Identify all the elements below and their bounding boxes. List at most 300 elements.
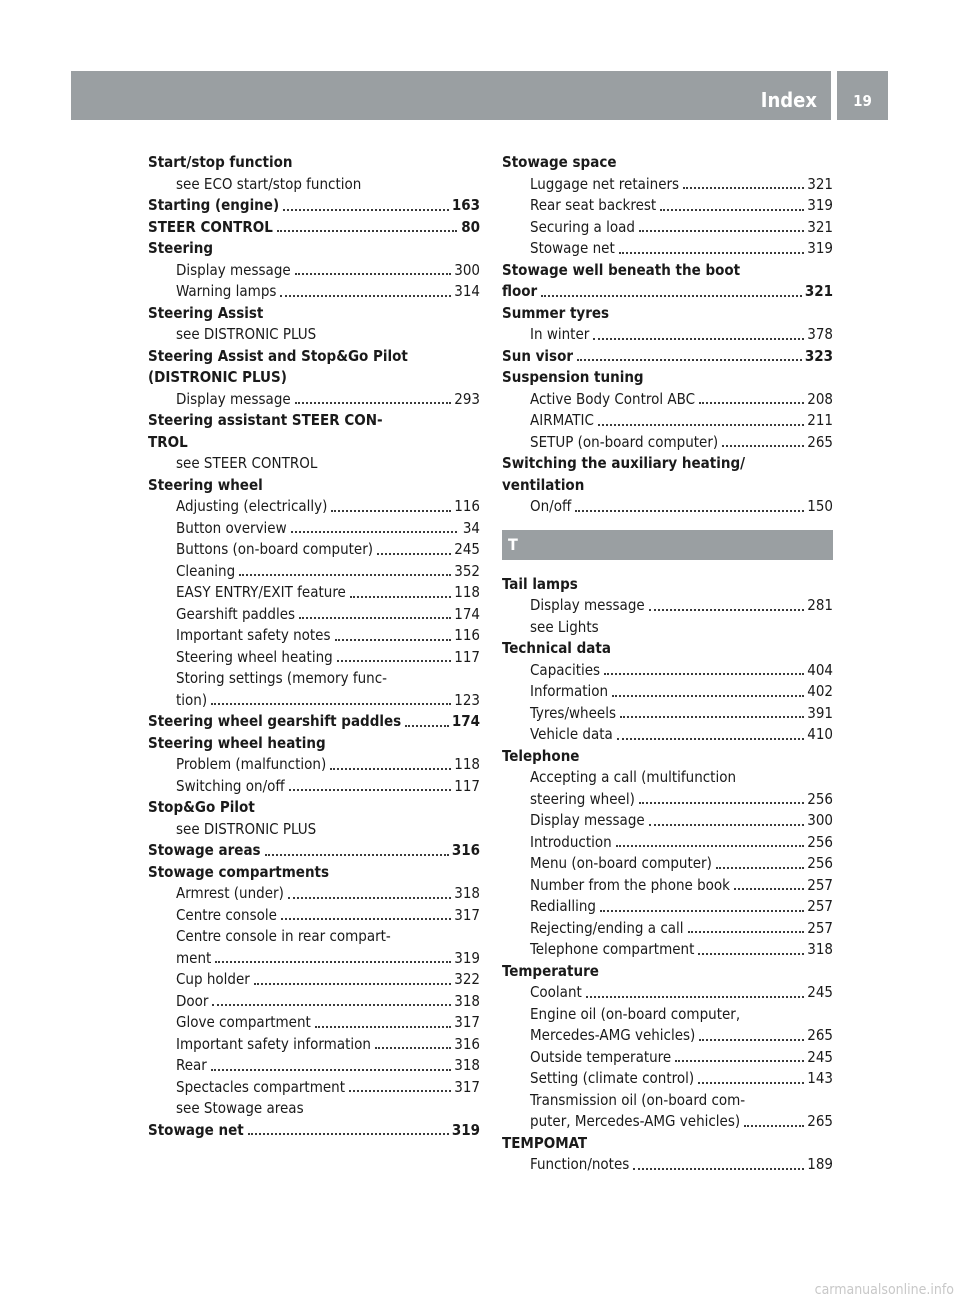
dot-leader (211, 1069, 451, 1071)
index-subentry (148, 496, 480, 518)
entry-text: Problem (malfunction) (176, 755, 327, 773)
entry-text: Outside temperature (530, 1047, 672, 1066)
index-entry (148, 410, 480, 432)
index-subentry (502, 1154, 833, 1176)
index-entry (148, 217, 480, 239)
index-subentry (148, 1034, 480, 1056)
entry-text: Button overview (176, 518, 287, 537)
index-entry (502, 475, 833, 497)
index-subentry (502, 410, 833, 432)
page-reference[interactable]: 322 (454, 970, 480, 988)
index-entry (148, 303, 480, 325)
index-subentry (148, 883, 480, 905)
entry-text: Menu (on-board computer) (530, 854, 712, 872)
index-letter-heading: T (502, 530, 833, 560)
entry-text: Tail lamps (502, 574, 578, 593)
entry-text: In winter (530, 325, 590, 343)
dot-leader (620, 716, 804, 718)
entry-text: see Stowage areas (176, 1099, 304, 1117)
entry-text: On/off (530, 497, 572, 515)
index-entry (148, 1120, 480, 1142)
dot-leader (612, 695, 804, 697)
entry-text: Stowage net (148, 1120, 244, 1139)
index-subentry (502, 875, 833, 897)
entry-text: Stowage net (530, 239, 615, 257)
page-reference[interactable]: 257 (807, 918, 833, 937)
page-reference[interactable]: 319 (807, 239, 833, 257)
index-subentry (148, 260, 480, 282)
index-entry (148, 367, 480, 389)
entry-text: Important safety notes (176, 626, 331, 644)
index-subentry (502, 1090, 833, 1112)
page-reference[interactable]: 189 (807, 1155, 833, 1173)
dot-leader (331, 510, 451, 512)
index-subentry (502, 703, 833, 725)
entry-text: Display message (530, 596, 645, 614)
entry-text: Cleaning (176, 561, 236, 580)
dot-leader (277, 230, 457, 232)
page-reference[interactable]: 256 (807, 854, 833, 872)
entry-text: puter, Mercedes-AMG vehicles) (530, 1112, 741, 1130)
dot-leader (405, 725, 449, 727)
entry-text: Stowage well beneath the boot (502, 260, 741, 279)
entry-text: AIRMATIC (530, 411, 594, 429)
entry-text: steering wheel) (530, 789, 635, 808)
index-subentry (148, 582, 480, 604)
index-subentry (502, 939, 833, 961)
entry-text: Accepting a call (multifunction (530, 768, 737, 786)
index-subentry (502, 789, 833, 811)
entry-text: (DISTRONIC PLUS) (148, 368, 287, 386)
dot-leader (698, 953, 804, 955)
dot-leader (299, 617, 451, 619)
page-reference[interactable]: 410 (807, 725, 833, 743)
index-entry (148, 733, 480, 755)
page-reference[interactable]: 317 (454, 905, 480, 924)
page-reference[interactable]: 323 (804, 346, 833, 365)
page-header (71, 71, 888, 120)
entry-text: Capacities (530, 660, 601, 679)
index-entry (502, 260, 833, 282)
index-subentry (148, 991, 480, 1013)
page-reference[interactable]: 174 (454, 604, 480, 623)
dot-leader (265, 854, 449, 856)
dot-leader (239, 574, 451, 576)
index-subentry (148, 1098, 480, 1120)
dot-leader (734, 888, 804, 890)
index-subentry (148, 819, 480, 841)
dot-leader (633, 1168, 804, 1170)
index-subentry (502, 1111, 833, 1133)
page-reference[interactable]: 143 (807, 1069, 833, 1087)
index-subentry (502, 982, 833, 1004)
entry-text: Switching the auxiliary heating/ (502, 454, 746, 472)
index-subentry (148, 518, 480, 540)
index-entry (502, 367, 833, 389)
entry-text: Stowage compartments (148, 862, 330, 881)
dot-leader (639, 802, 804, 804)
entry-text: Transmission oil (on-board com- (530, 1090, 746, 1109)
dot-leader (295, 273, 452, 275)
entry-text: Starting (engine) (148, 196, 280, 214)
index-entry (502, 453, 833, 475)
page-reference[interactable]: 80 (461, 217, 480, 236)
entry-text: Cup holder (176, 970, 250, 988)
entry-text: Active Body Control ABC (530, 389, 696, 408)
page-reference[interactable]: 265 (807, 1112, 833, 1130)
dot-leader (617, 738, 804, 740)
page-reference[interactable]: 319 (454, 948, 480, 967)
entry-text: EASY ENTRY/EXIT feature (176, 583, 346, 601)
index-subentry (502, 496, 833, 518)
entry-text: ment (176, 948, 212, 967)
index-entry (148, 797, 480, 819)
index-subentry (148, 324, 480, 346)
index-entry (148, 152, 480, 174)
page-reference[interactable]: 300 (807, 811, 833, 829)
index-subentry (148, 453, 480, 475)
index-entry (502, 1133, 833, 1155)
index-subentry (502, 767, 833, 789)
page-reference[interactable]: 321 (807, 217, 833, 236)
page-reference[interactable]: 378 (807, 325, 833, 343)
index-subentry (502, 195, 833, 217)
index-subentry (502, 432, 833, 454)
index-subentry (148, 905, 480, 927)
dot-leader (577, 359, 802, 361)
index-subentry (502, 238, 833, 260)
dot-leader (586, 996, 804, 998)
index-subentry (502, 810, 833, 832)
entry-text: Gearshift paddles (176, 604, 296, 623)
dot-leader (295, 402, 452, 404)
index-subentry (502, 660, 833, 682)
entry-text: Introduction (530, 832, 612, 851)
index-entry (502, 303, 833, 325)
entry-text: Start/stop function (148, 153, 293, 171)
index-subentry (148, 647, 480, 669)
page-reference[interactable]: 257 (807, 875, 833, 894)
index-subentry (502, 1004, 833, 1026)
entry-text: Steering wheel gearshift paddles (148, 712, 402, 730)
entry-text: TEMPOMAT (502, 1133, 588, 1152)
dot-leader (215, 961, 451, 963)
index-entry (148, 862, 480, 884)
page-reference[interactable]: 265 (807, 1026, 833, 1044)
entry-text: Rejecting/ending a call (530, 918, 684, 937)
index-entry (148, 840, 480, 862)
entry-text: ventilation (502, 475, 585, 494)
entry-text: Number from the phone book (530, 875, 730, 894)
index-entry (148, 475, 480, 497)
dot-leader (288, 897, 451, 899)
index-subentry (148, 1012, 480, 1034)
page-reference[interactable]: 118 (454, 755, 480, 773)
index-entry (148, 346, 480, 368)
entry-text: Steering Assist (148, 303, 264, 322)
index-subentry (148, 561, 480, 583)
page-reference[interactable]: 319 (807, 196, 833, 214)
entry-text: tion) (176, 690, 208, 709)
page-reference[interactable]: 256 (807, 789, 833, 808)
index-subentry (502, 896, 833, 918)
index-entry (148, 238, 480, 260)
dot-leader (541, 295, 802, 297)
page-reference[interactable]: 123 (454, 690, 480, 709)
entry-text: STEER CONTROL (148, 217, 273, 236)
index-subentry (502, 918, 833, 940)
entry-text: Door (176, 991, 209, 1010)
dot-leader (716, 867, 804, 869)
index-entry (502, 574, 833, 596)
entry-text: Adjusting (electrically) (176, 497, 328, 515)
page-number: 19 (837, 71, 888, 120)
dot-leader (744, 1125, 804, 1127)
index-subentry (148, 389, 480, 411)
page-reference[interactable]: 116 (454, 497, 480, 515)
entry-text: Display message (530, 811, 645, 829)
page-reference[interactable]: 245 (807, 983, 833, 1001)
index-subentry (502, 853, 833, 875)
page-reference[interactable]: 293 (454, 389, 480, 408)
entry-text: Switching on/off (176, 776, 285, 795)
entry-text: Suspension tuning (502, 368, 644, 386)
index-subentry (148, 668, 480, 690)
index-subentry (502, 1047, 833, 1069)
index-subentry (502, 174, 833, 196)
page-reference[interactable]: 321 (807, 174, 833, 193)
dot-leader (619, 252, 805, 254)
index-subentry (502, 617, 833, 639)
index-column-left (148, 152, 480, 1141)
entry-text: see DISTRONIC PLUS (176, 819, 317, 838)
page-reference[interactable]: 118 (454, 583, 480, 601)
index-subentry (502, 1025, 833, 1047)
dot-leader (598, 424, 804, 426)
index-entry (502, 746, 833, 768)
entry-text: Centre console in rear compart- (176, 927, 391, 945)
dot-leader (291, 531, 457, 533)
index-subentry (502, 217, 833, 239)
entry-text: Information (530, 682, 609, 700)
dot-leader (248, 1133, 449, 1135)
dot-leader (283, 209, 449, 211)
page-reference[interactable]: 117 (454, 647, 480, 666)
page-reference[interactable]: 319 (451, 1120, 480, 1139)
index-subentry (148, 604, 480, 626)
page-reference[interactable]: 208 (807, 389, 833, 408)
entry-text: Warning lamps (176, 282, 277, 300)
entry-text: see DISTRONIC PLUS (176, 325, 317, 343)
entry-text: Securing a load (530, 217, 635, 236)
entry-text: Rear seat backrest (530, 196, 657, 214)
page-reference[interactable]: 318 (454, 991, 480, 1010)
entry-text: Sun visor (502, 346, 574, 365)
dot-leader (688, 931, 805, 933)
page-reference[interactable]: 174 (451, 712, 480, 730)
page-reference[interactable]: 404 (807, 660, 833, 679)
dot-leader (350, 596, 451, 598)
entry-text: Glove compartment (176, 1013, 311, 1031)
index-entry (148, 195, 480, 217)
entry-text: Rear (176, 1056, 207, 1074)
page-reference[interactable]: 281 (807, 596, 833, 614)
entry-text: Steering wheel (148, 475, 263, 494)
page-reference[interactable]: 314 (454, 282, 480, 300)
entry-text: Engine oil (on-board computer, (530, 1004, 741, 1023)
dot-leader (212, 1004, 451, 1006)
index-subentry (148, 625, 480, 647)
entry-text: Stowage areas (148, 841, 261, 859)
dot-leader (211, 703, 451, 705)
page-reference[interactable]: 150 (807, 497, 833, 515)
entry-text: Armrest (under) (176, 884, 284, 902)
dot-leader (699, 1039, 804, 1041)
entry-text: see ECO start/stop function (176, 174, 362, 193)
entry-text: floor (502, 282, 538, 300)
page-reference[interactable]: 117 (454, 776, 480, 795)
entry-text: Storing settings (memory func- (176, 669, 387, 687)
dot-leader (280, 295, 451, 297)
index-entry (148, 432, 480, 454)
index-subentry (502, 324, 833, 346)
index-subentry (502, 1068, 833, 1090)
entry-text: see STEER CONTROL (176, 454, 318, 472)
entry-text: Steering assistant STEER CON- (148, 411, 383, 429)
page-reference[interactable]: 245 (807, 1047, 833, 1066)
index-column-right (502, 152, 833, 1176)
index-subentry (148, 174, 480, 196)
page-reference[interactable]: 352 (454, 561, 480, 580)
index-subentry (148, 754, 480, 776)
index-subentry (502, 724, 833, 746)
dot-leader (639, 230, 804, 232)
entry-text: see Lights (530, 617, 599, 636)
entry-text: Stowage space (502, 153, 617, 171)
dot-leader (675, 1060, 804, 1062)
entry-text: Mercedes-AMG vehicles) (530, 1026, 696, 1044)
entry-text: Setting (climate control) (530, 1069, 695, 1087)
entry-text: Steering (148, 239, 214, 257)
page-reference[interactable]: 256 (807, 832, 833, 851)
entry-text: Telephone compartment (530, 940, 695, 958)
entry-text: Temperature (502, 961, 599, 980)
dot-leader (335, 639, 452, 641)
entry-text: Telephone (502, 746, 580, 765)
footer-watermark: carmanualsonline.info (814, 1282, 954, 1298)
page-reference[interactable]: 211 (807, 411, 833, 429)
index-entry (502, 281, 833, 303)
entry-text: Display message (176, 260, 291, 279)
page-reference[interactable]: 300 (454, 260, 480, 279)
header-bar (71, 71, 831, 120)
dot-leader (337, 660, 452, 662)
index-subentry (148, 1077, 480, 1099)
entry-text: Buttons (on-board computer) (176, 540, 374, 558)
page-reference[interactable]: 402 (807, 682, 833, 700)
index-subentry (148, 690, 480, 712)
entry-text: Important safety information (176, 1034, 371, 1053)
index-subentry (148, 926, 480, 948)
page-reference[interactable]: 257 (807, 897, 833, 915)
page-reference[interactable]: 391 (807, 703, 833, 722)
dot-leader (377, 553, 451, 555)
index-subentry (502, 595, 833, 617)
dot-leader (349, 1090, 451, 1092)
dot-leader (575, 510, 804, 512)
page-reference[interactable]: 245 (454, 540, 480, 558)
entry-text: Steering wheel heating (176, 647, 333, 666)
dot-leader (600, 910, 804, 912)
page-reference[interactable]: 116 (454, 626, 480, 644)
entry-text: Technical data (502, 639, 611, 657)
entry-text: TROL (148, 432, 188, 451)
index-entry (502, 346, 833, 368)
entry-text: Steering wheel heating (148, 733, 326, 752)
page-reference[interactable]: 318 (454, 884, 480, 902)
section-title: Index (760, 88, 817, 112)
entry-text: Luggage net retainers (530, 174, 680, 193)
entry-text: Function/notes (530, 1155, 630, 1173)
dot-leader (660, 209, 804, 211)
dot-leader (649, 609, 805, 611)
entry-text: Steering Assist and Stop&Go Pilot (148, 346, 408, 365)
dot-leader (698, 1082, 804, 1084)
page-reference[interactable]: 265 (807, 432, 833, 451)
dot-leader (375, 1047, 451, 1049)
dot-leader (616, 845, 805, 847)
entry-text: Spectacles compartment (176, 1077, 345, 1096)
entry-text: Redialling (530, 897, 596, 915)
page-reference[interactable]: 318 (454, 1056, 480, 1074)
index-subentry (502, 389, 833, 411)
index-subentry (148, 539, 480, 561)
entry-text: Stop&Go Pilot (148, 798, 255, 816)
page-reference[interactable]: 163 (451, 196, 480, 214)
index-subentry (148, 281, 480, 303)
dot-leader (289, 789, 452, 791)
entry-text: Coolant (530, 983, 582, 1001)
index-subentry (148, 948, 480, 970)
page-reference[interactable]: 316 (451, 841, 480, 859)
dot-leader (330, 768, 451, 770)
index-entry (148, 711, 480, 733)
entry-text: Centre console (176, 905, 277, 924)
dot-leader (593, 338, 804, 340)
header-divider (833, 71, 835, 120)
dot-leader (649, 824, 805, 826)
entry-text: Display message (176, 389, 291, 408)
index-subentry (502, 832, 833, 854)
page-reference[interactable]: 321 (804, 282, 833, 300)
page-reference[interactable]: 318 (807, 940, 833, 958)
index-subentry (148, 776, 480, 798)
dot-leader (315, 1026, 451, 1028)
page-reference[interactable]: 317 (454, 1013, 480, 1031)
page-reference[interactable]: 317 (454, 1077, 480, 1096)
dot-leader (683, 187, 804, 189)
page-reference[interactable]: 34 (462, 518, 480, 537)
entry-text: Summer tyres (502, 303, 610, 322)
dot-leader (604, 673, 804, 675)
page-reference[interactable]: 316 (454, 1034, 480, 1053)
index-entry (502, 152, 833, 174)
index-entry (502, 961, 833, 983)
dot-leader (254, 983, 451, 985)
index-subentry (148, 1055, 480, 1077)
dot-leader (699, 402, 804, 404)
index-subentry (148, 969, 480, 991)
